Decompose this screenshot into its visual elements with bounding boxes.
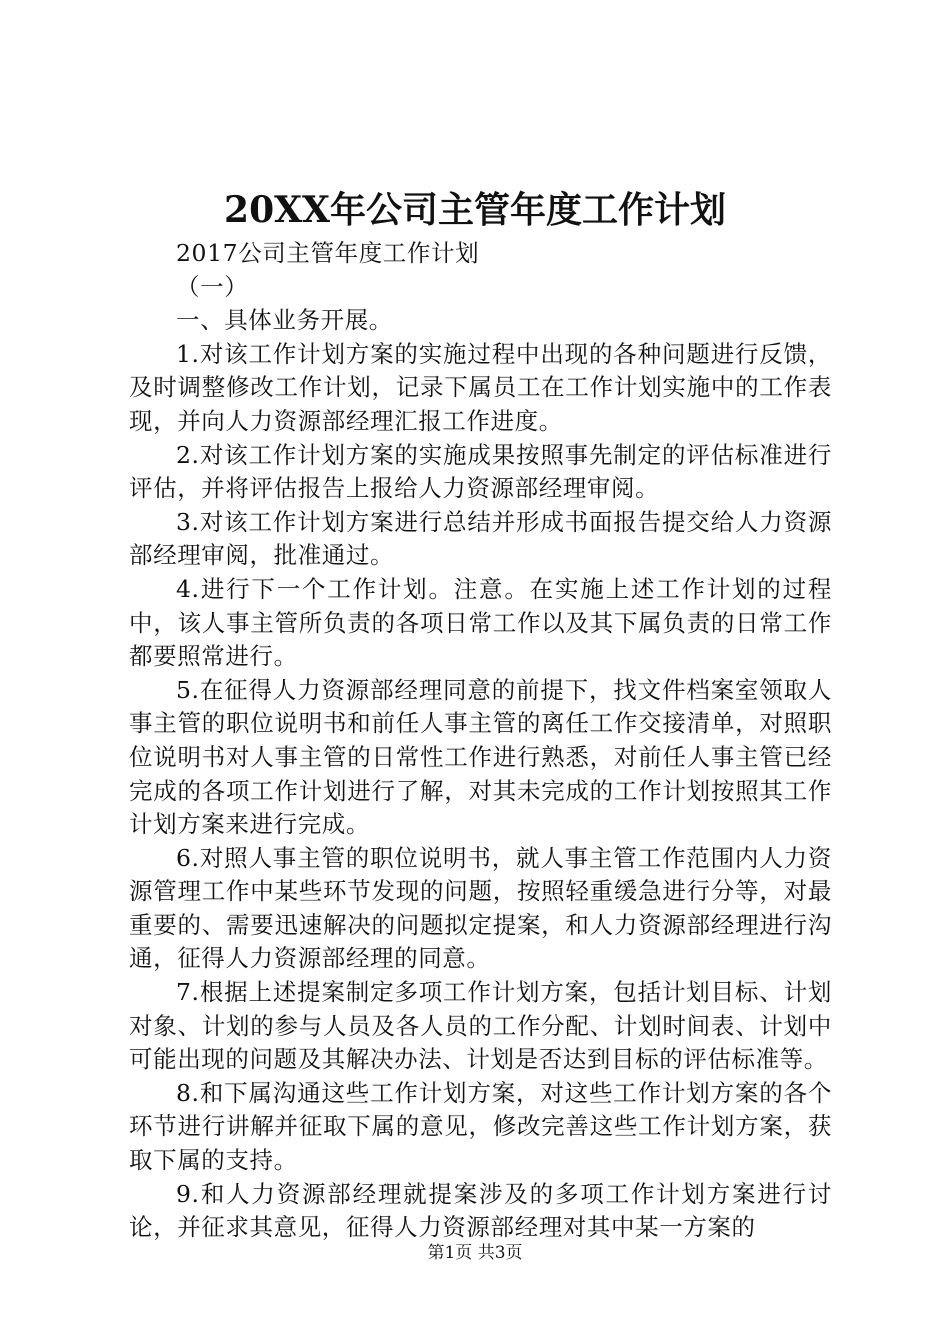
page-footer: 第1页 共3页 — [427, 1243, 523, 1263]
paragraph-item-6: 6.对照人事主管的职位说明书，就人事主管工作范围内人力资源管理工作中某些环节发现的问题，按照轻重缓急进行分等，对最重要的、需要迅速解决的问题拟定提案，和人力资源部经理进行沟通，征得人力资源部经理的同意。 — [129, 843, 832, 973]
paragraph-item-9: 9.和人力资源部经理就提案涉及的多项工作计划方案进行讨论，并征求其意见，征得人力资源部经理对其中某一方案的 — [129, 1179, 832, 1242]
document-body — [129, 237, 832, 1245]
paragraph-item-3: 3.对该工作计划方案进行总结并形成书面报告提交给人力资源部经理审阅，批准通过。 — [129, 507, 832, 570]
paragraph-heading: 一、具体业务开展。 — [176, 306, 393, 335]
paragraph-subtitle: 2017公司主管年度工作计划 — [176, 239, 480, 267]
document-title: 20XX年公司主管年度工作计划 — [224, 189, 726, 231]
paragraph-item-4: 4.进行下一个工作计划。注意。在实施上述工作计划的过程中，该人事主管所负责的各项日常工作以及其下属负责的日常工作都要照常进行。 — [129, 574, 832, 671]
paragraph-item-2: 2.对该工作计划方案的实施成果按照事先制定的评估标准进行评估，并将评估报告上报给人力资源部经理审阅。 — [129, 440, 832, 503]
paragraph-item-7: 7.根据上述提案制定多项工作计划方案，包括计划目标、计划对象、计划的参与人员及各人员的工作分配、计划时间表、计划中可能出现的问题及其解决办法、计划是否达到目标的评估标准等。 — [129, 978, 832, 1074]
paragraph-item-5: 5.在征得人力资源部经理同意的前提下，找文件档案室领取人事主管的职位说明书和前任人事主管的离任工作交接清单，对照职位说明书对人事主管的日常性工作进行熟悉，对前任人事主管已经完成的各项工作计划进行了解，对其未完成的工作计划按照其工作计划方案来进行完成。 — [129, 675, 832, 839]
paragraph-section-number: （一） — [176, 272, 249, 301]
paragraph-item-1: 1.对该工作计划方案的实施过程中出现的各种问题进行反馈，及时调整修改工作计划，记录下属员工在工作计划实施中的工作表现，并向人力资源部经理汇报工作进度。 — [129, 339, 832, 435]
paragraph-item-8: 8.和下属沟通这些工作计划方案，对这些工作计划方案的各个环节进行讲解并征取下属的意见，修改完善这些工作计划方案，获取下属的支持。 — [129, 1078, 832, 1175]
